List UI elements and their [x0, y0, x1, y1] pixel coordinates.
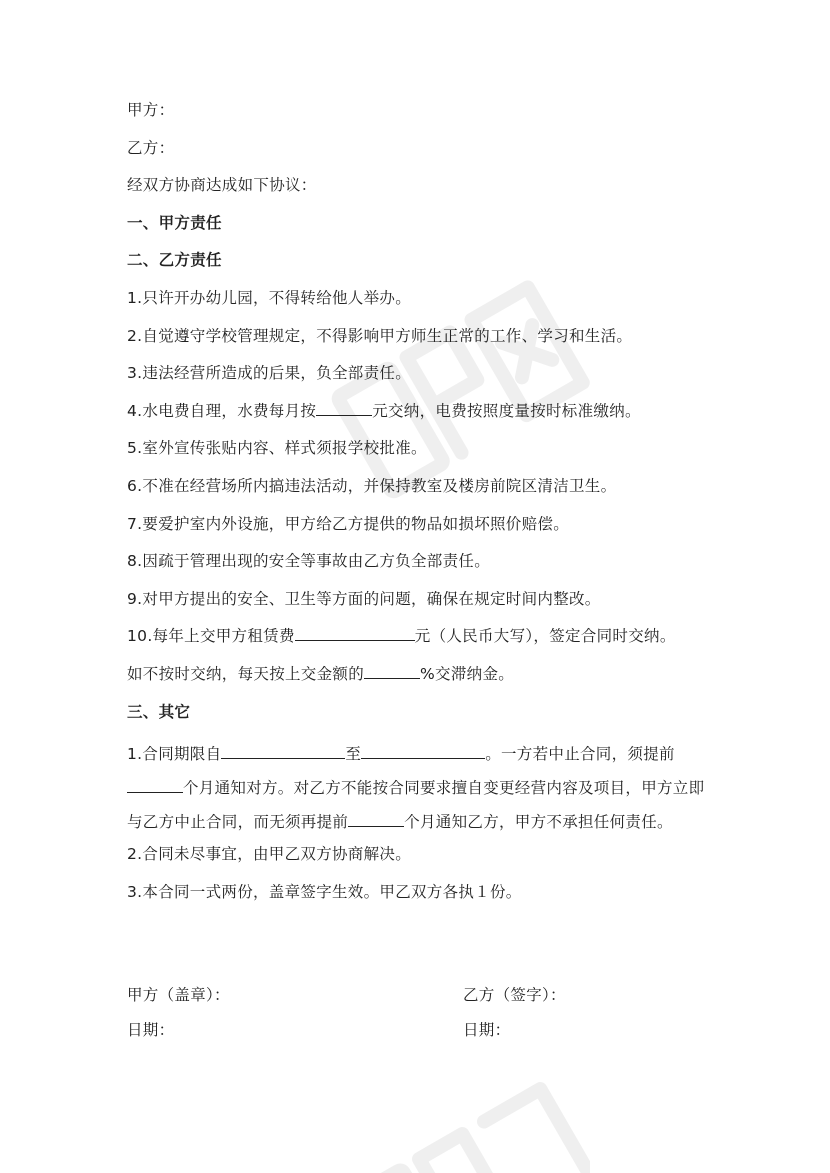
term-start-blank	[221, 742, 345, 759]
term-end-blank	[361, 742, 485, 759]
clause-9: 9.对甲方提出的安全、卫生等方面的问题，确保在规定时间内整改。	[127, 589, 601, 608]
termination-clause-end: 个月通知乙方，甲方不承担任何责任。	[404, 813, 673, 832]
termination-clause-text: 个月通知对方。对乙方不能按合同要求擅自变更经营内容及项目，甲方立即与乙方中止合同，而无须再提前	[127, 779, 705, 832]
clause-6: 6.不准在经营场所内搞违法活动，并保持教室及楼房前院区清洁卫生。	[127, 476, 617, 495]
party-b-sign-label: 乙方（签字）：	[463, 986, 566, 1004]
intro-line: 经双方协商达成如下协议：	[127, 176, 317, 195]
clause-10	[127, 624, 717, 662]
clause-10b-post: %交滞纳金。	[420, 664, 515, 683]
contract-body	[127, 98, 717, 917]
section-party-a-duties: 一、甲方责任	[127, 213, 222, 232]
clause-4	[127, 399, 717, 437]
clause-10-late-fee	[127, 662, 717, 700]
other-clause-3: 3.本合同一式两份，盖章签字生效。甲乙双方各执１份。	[127, 882, 522, 901]
watermark-logo-bottom	[330, 1080, 590, 1173]
party-b-date-label: 日期：	[463, 1021, 511, 1039]
party-a-line: 甲方：	[127, 101, 175, 119]
late-fee-rate-blank	[364, 662, 420, 679]
party-a-seal-label: 甲方（盖章）：	[127, 986, 230, 1004]
notice-months-blank-2	[348, 810, 404, 827]
other-clause-1	[127, 737, 717, 839]
term-to-label: 至	[345, 745, 362, 764]
other-clause-2: 2.合同未尽事宜，由甲乙双方协商解决。	[127, 845, 411, 864]
clause-7: 7.要爱护室内外设施，甲方给乙方提供的物品如损坏照价赔偿。	[127, 514, 569, 533]
water-fee-blank	[316, 399, 372, 416]
clause-4-pre: 4.水电费自理，水费每月按	[127, 401, 317, 420]
party-b-line: 乙方：	[127, 138, 175, 157]
clause-5: 5.室外宣传张贴内容、样式须报学校批准。	[127, 439, 427, 458]
clause-10b-pre: 如不按时交纳，每天按上交金额的	[127, 664, 365, 683]
clause-4-post: 元交纳，电费按照度量按时标准缴纳。	[372, 401, 641, 420]
clause-8: 8.因疏于管理出现的安全等事故由乙方负全部责任。	[127, 552, 490, 571]
term-from-label: 1.合同期限自	[127, 745, 222, 764]
clause-2: 2.自觉遵守学校管理规定，不得影响甲方师生正常的工作、学习和生活。	[127, 326, 633, 345]
rent-fee-blank	[295, 624, 415, 641]
clause-10-post: 元（人民币大写），签定合同时交纳。	[414, 627, 676, 646]
section-other: 三、其它	[127, 702, 191, 721]
clause-10-pre: 10.每年上交甲方租赁费	[127, 627, 295, 646]
termination-notice-text: 。一方若中止合同，须提前	[485, 745, 675, 764]
clause-3: 3.违法经营所造成的后果，负全部责任。	[127, 364, 411, 383]
section-party-b-duties: 二、乙方责任	[127, 251, 222, 270]
notice-months-blank	[127, 776, 183, 793]
party-a-date-label: 日期：	[127, 1021, 175, 1039]
clause-1: 1.只许开办幼儿园，不得转给他人举办。	[127, 288, 411, 307]
